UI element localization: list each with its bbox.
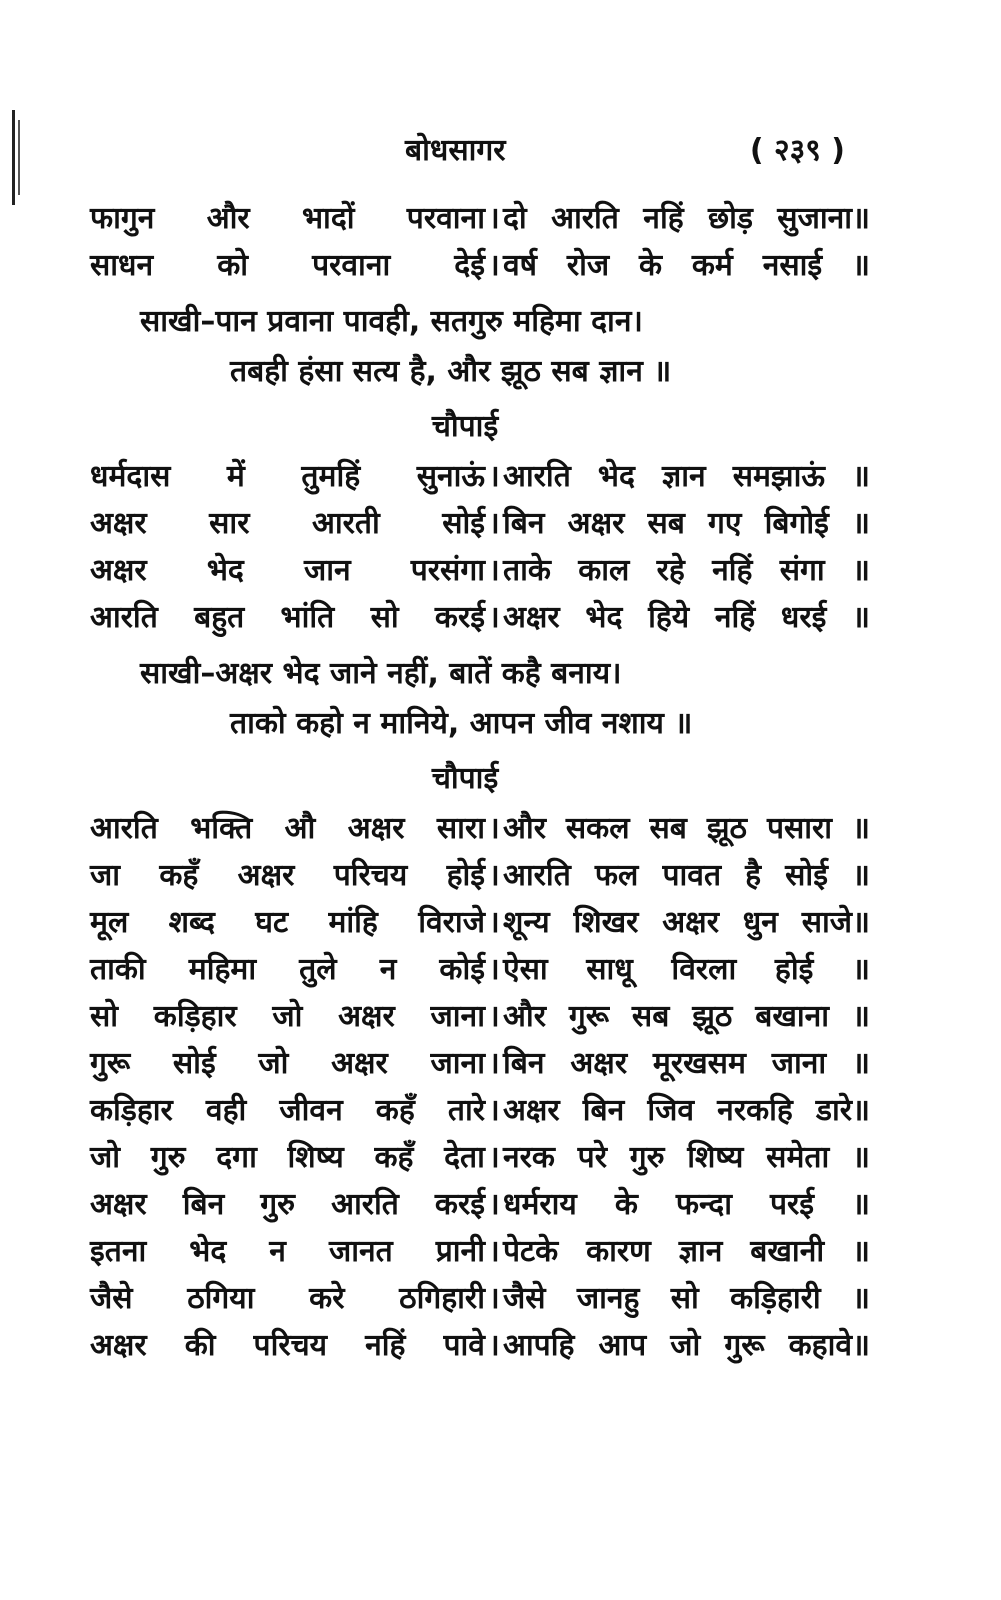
danda-separator: । (488, 459, 500, 494)
verse-line (90, 1275, 870, 1322)
verse-first-half: जो गुरु दगा शिष्य कहँ देता (90, 1140, 485, 1175)
verse-line (90, 242, 870, 289)
verse-second-half: और सकल सब झूठ पसारा ॥ (503, 811, 870, 846)
verse-line (90, 594, 870, 641)
danda-separator: । (488, 506, 500, 541)
section-heading-chaupai: चौपाई (431, 761, 499, 796)
page-number: ( २३९ ) (749, 133, 845, 168)
verse-first-half: इतना भेद न जानत प्रानी (90, 1234, 485, 1269)
sakhi-line-2: तबही हंसा सत्य है, और झूठ सब ज्ञान ॥ (230, 354, 672, 389)
chaupai-block (90, 195, 870, 289)
sakhi-line-1: साखी–अक्षर भेद जाने नहीं, बातें कहै बनाय। (140, 656, 622, 691)
danda-separator: । (488, 952, 500, 987)
verse-first-half: धर्मदास में तुमहिं सुनाऊं (90, 459, 485, 494)
verse-second-half: धर्मराय के फन्दा परई ॥ (503, 1187, 870, 1222)
danda-separator: । (488, 1046, 500, 1081)
verse-second-half: बिन अक्षर मूरखसम जाना ॥ (503, 1046, 870, 1081)
running-title: बोधसागर (405, 133, 506, 168)
verse-second-half: वर्ष रोज के कर्म नसाई ॥ (503, 248, 870, 283)
sakhi-couplet (90, 649, 870, 749)
danda-separator: । (488, 811, 500, 846)
verse-line (90, 1134, 870, 1181)
verse-line (90, 500, 870, 547)
verse-first-half: गुरू सोई जो अक्षर जाना (90, 1046, 485, 1081)
danda-separator: । (488, 1093, 500, 1128)
verse-first-half: अक्षर की परिचय नहिं पावे (90, 1328, 485, 1363)
verse-line (90, 547, 870, 594)
verse-second-half: आपहि आप जो गुरू कहावे॥ (503, 1328, 870, 1363)
danda-separator: । (488, 1187, 500, 1222)
verse-second-half: ऐसा साधू विरला होई ॥ (503, 952, 870, 987)
verse-line (90, 195, 870, 242)
verse-first-half: कड़िहार वही जीवन कहँ तारे (90, 1093, 485, 1128)
verse-first-half: ताकी महिमा तुले न कोई (90, 952, 485, 987)
margin-rule (12, 110, 15, 205)
verse-first-half: साधन को परवाना देई (90, 248, 485, 283)
danda-separator: । (488, 1281, 500, 1316)
verse-first-half: फागुन और भादों परवाना (90, 201, 485, 236)
sakhi-line-1: साखी–पान प्रवाना पावही, सतगुरु महिमा दान। (140, 304, 643, 339)
verse-line (90, 852, 870, 899)
verse-first-half: मूल शब्द घट मांहि विराजे (90, 905, 485, 940)
verse-line (90, 1087, 870, 1134)
verse-first-half: आरति भक्ति औ अक्षर सारा (90, 811, 485, 846)
danda-separator: । (488, 1234, 500, 1269)
verse-second-half: बिन अक्षर सब गए बिगोई ॥ (503, 506, 870, 541)
verse-first-half: अक्षर सार आरती सोई (90, 506, 485, 541)
verse-line (90, 946, 870, 993)
verse-first-half: जैसे ठगिया करे ठगिहारी (90, 1281, 485, 1316)
page-header (90, 128, 870, 178)
verse-line (90, 1228, 870, 1275)
danda-separator: । (488, 1140, 500, 1175)
verse-line (90, 1322, 870, 1369)
verse-second-half: नरक परे गुरु शिष्य समेता ॥ (503, 1140, 870, 1175)
chaupai-block (90, 453, 870, 641)
section-heading-chaupai: चौपाई (431, 409, 499, 444)
verse-line (90, 805, 870, 852)
danda-separator: । (488, 201, 500, 236)
verse-line (90, 1181, 870, 1228)
verse-first-half: अक्षर बिन गुरु आरति करई (90, 1187, 485, 1222)
verse-line (90, 453, 870, 500)
verse-second-half: और गुरू सब झूठ बखाना ॥ (503, 999, 870, 1034)
margin-rule-secondary (18, 120, 20, 195)
verse-second-half: दो आरति नहिं छोड़ सुजाना॥ (503, 201, 870, 236)
verse-second-half: जैसे जानहु सो कड़िहारी ॥ (503, 1281, 870, 1316)
danda-separator: । (488, 600, 500, 635)
danda-separator: । (488, 858, 500, 893)
sakhi-couplet (90, 297, 870, 397)
verse-second-half: पेटके कारण ज्ञान बखानी ॥ (503, 1234, 870, 1269)
page-body (90, 195, 870, 1377)
verse-second-half: आरति फल पावत है सोई ॥ (503, 858, 870, 893)
verse-second-half: अक्षर भेद हिये नहिं धरई ॥ (503, 600, 870, 635)
verse-second-half: ताके काल रहे नहिं संगा ॥ (503, 553, 870, 588)
danda-separator: । (488, 905, 500, 940)
verse-second-half: अक्षर बिन जिव नरकहि डारे॥ (503, 1093, 870, 1128)
verse-first-half: जा कहँ अक्षर परिचय होई (90, 858, 485, 893)
verse-first-half: आरति बहुत भांति सो करई (90, 600, 485, 635)
verse-second-half: आरति भेद ज्ञान समझाऊं ॥ (503, 459, 870, 494)
verse-line (90, 993, 870, 1040)
sakhi-line-2: ताको कहो न मानिये, आपन जीव नशाय ॥ (230, 706, 693, 741)
chaupai-block (90, 805, 870, 1369)
verse-line (90, 1040, 870, 1087)
danda-separator: । (488, 1328, 500, 1363)
verse-second-half: शून्य शिखर अक्षर धुन साजे॥ (503, 905, 870, 940)
danda-separator: । (488, 999, 500, 1034)
danda-separator: । (488, 553, 500, 588)
danda-separator: । (488, 248, 500, 283)
verse-first-half: अक्षर भेद जान परसंगा (90, 553, 485, 588)
verse-first-half: सो कड़िहार जो अक्षर जाना (90, 999, 485, 1034)
verse-line (90, 899, 870, 946)
